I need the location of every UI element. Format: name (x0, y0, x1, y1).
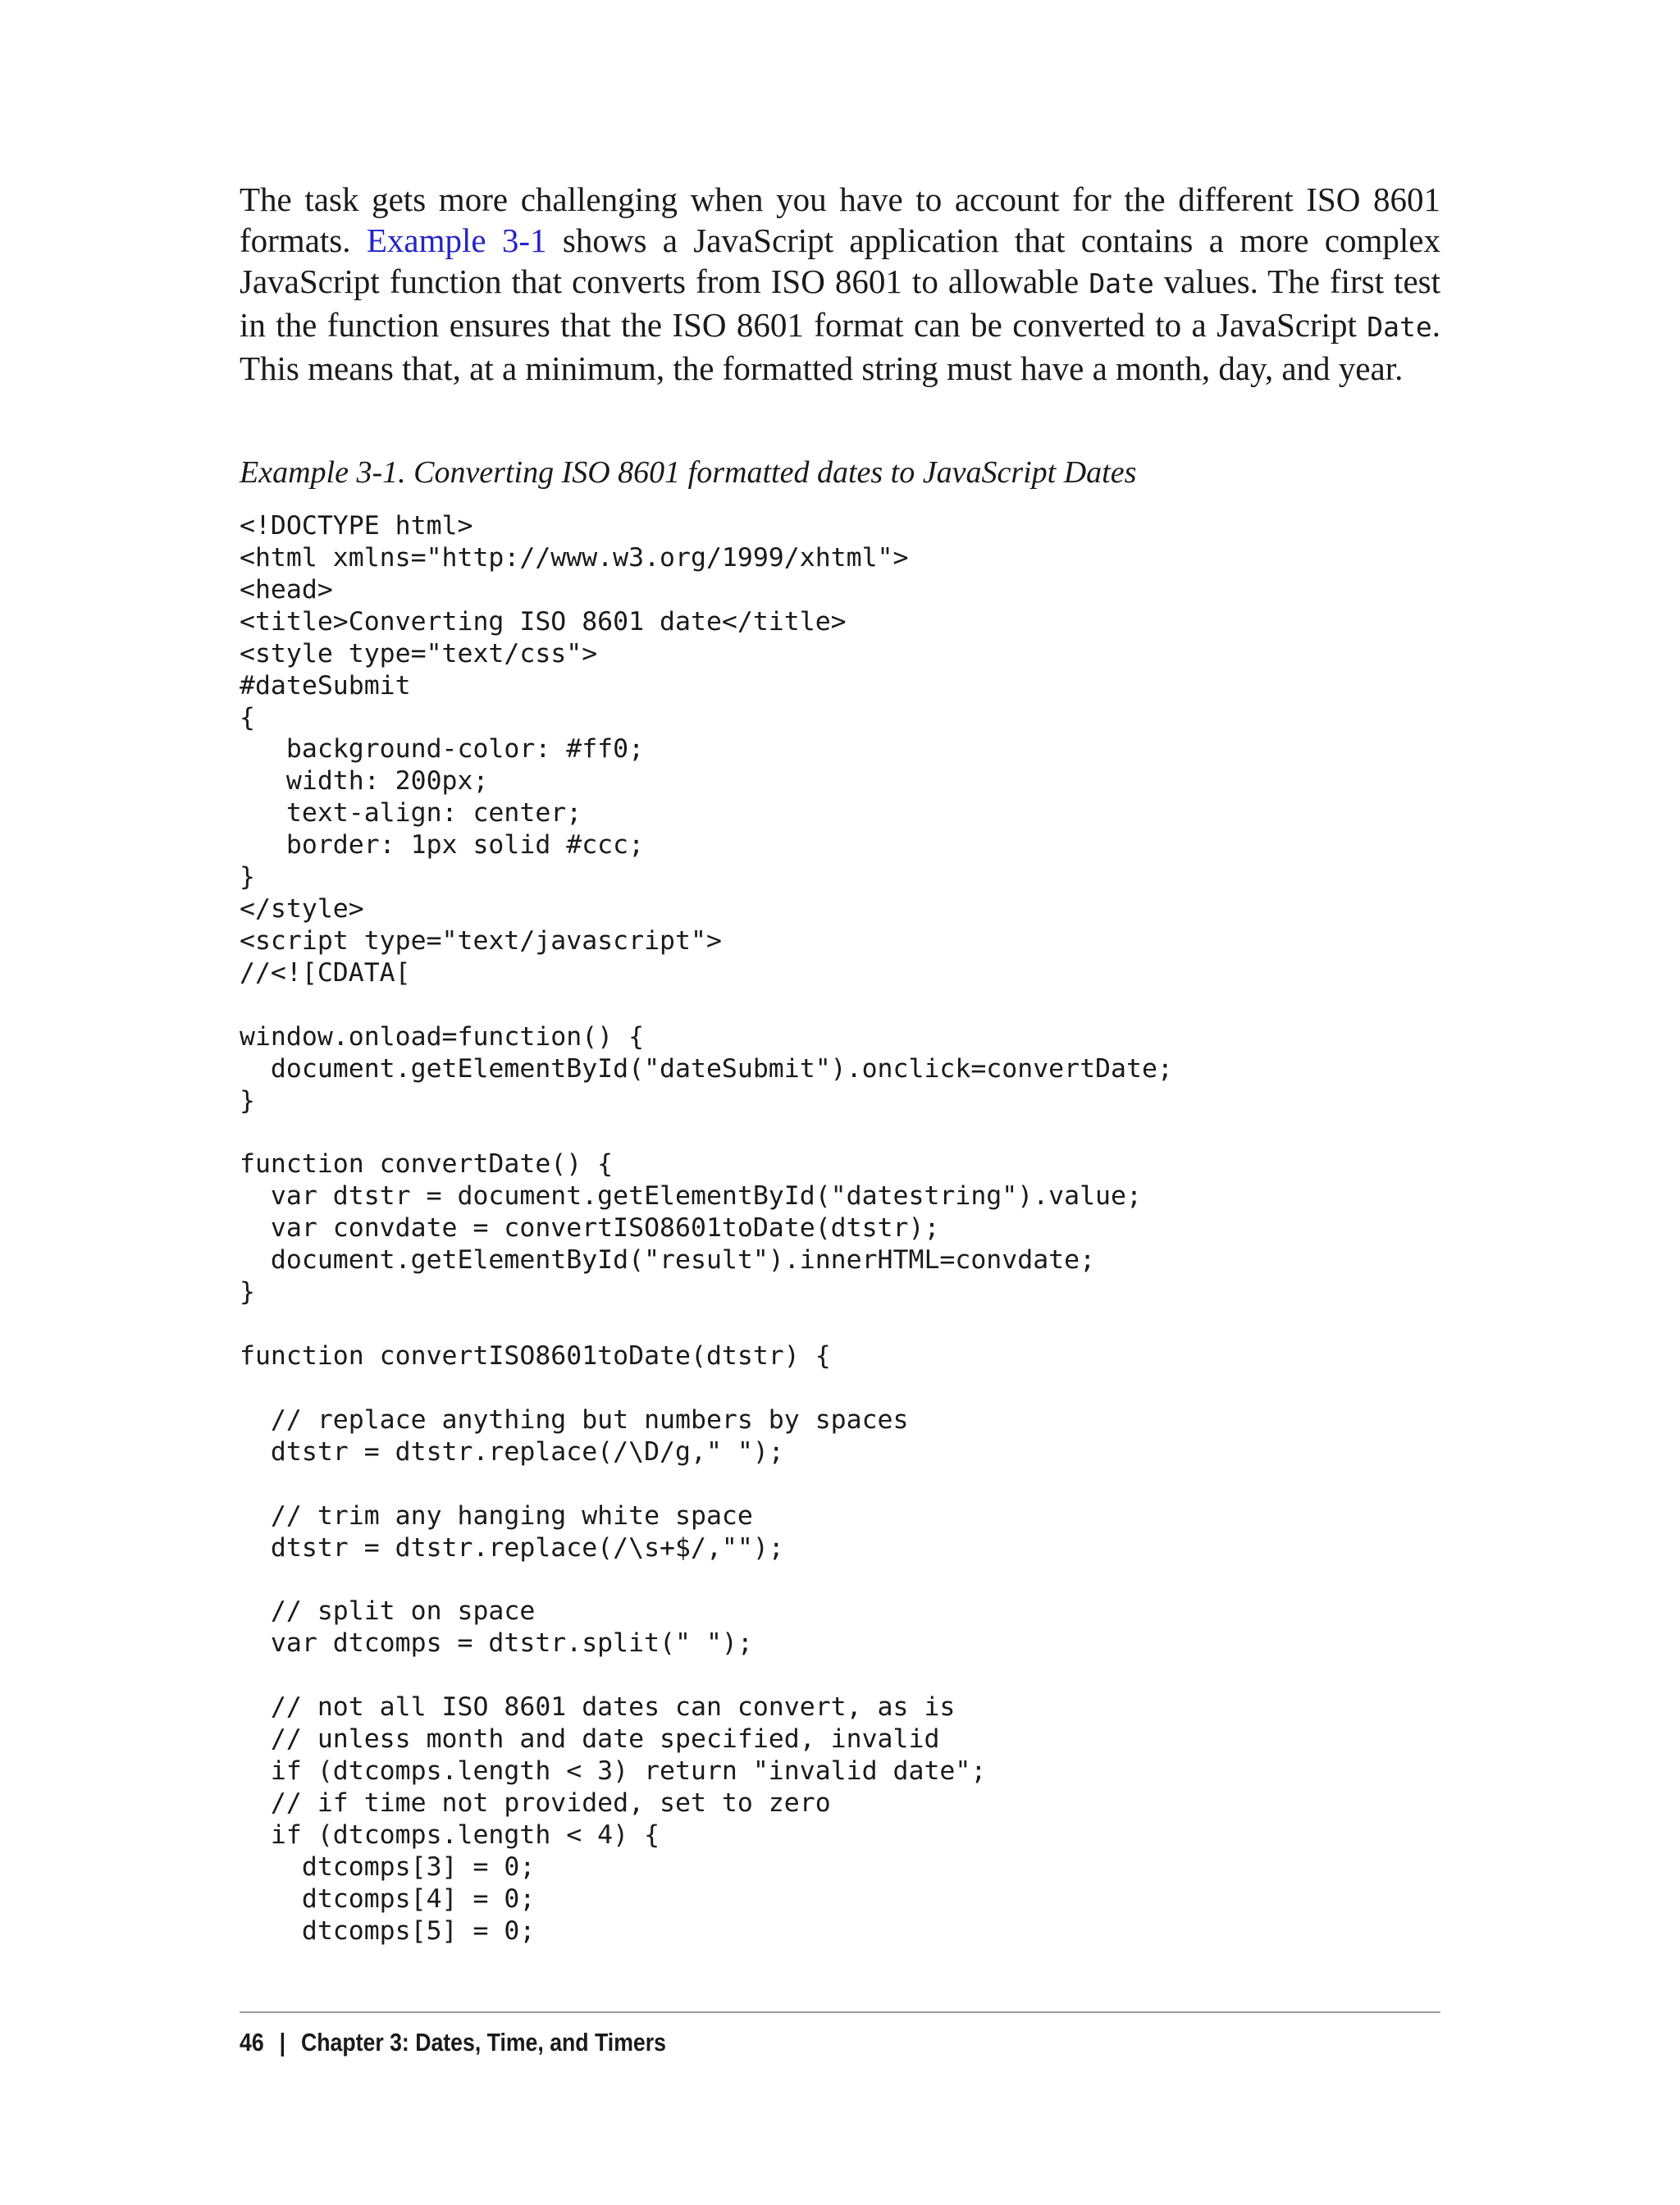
footer-separator: | (279, 2028, 286, 2057)
code-listing: <!DOCTYPE html> <html xmlns="http://www.w3.org/1999/xhtml"> <head> <title>Converting ISO 8601 date</title> <style type="text/css"> #dateSubmit { background-color: #ff0; width: 200px; text-align: center; border: 1px solid #ccc; } </style> <script type="text/javascript"> //<![CDATA[ window.onload=function() { document.getElementById("dateSubmit").onclick=convertDate; } function convertDate() { var dtstr = document.getElementById("datestring").value; var convdate = convertISO8601toDate(dtstr); document.getElementById("result").innerHTML=convdate; } function convertISO8601toDate(dtstr) { // replace anything but numbers by spaces dtstr = dtstr.replace(/\D/g," "); // trim any hanging white space dtstr = dtstr.replace(/\s+$/,""); // split on space var dtcomps = dtstr.split(" "); // not all ISO 8601 dates can convert, as is // unless month and date specified, invalid if (dtcomps.length < 3) return "invalid date"; // if time not provided, set to zero if (dtcomps.length < 4) { dtcomps[3] = 0; dtcomps[4] = 0; dtcomps[5] = 0; (240, 511, 1173, 1946)
page-number: 46 (240, 2028, 264, 2057)
intro-text-3: values. The first test in the function ensures that the ISO 8601 format can be converted to a JavaScript (240, 262, 1440, 344)
intro-text-4: . This means that, at a minimum, the formatted string must have a month, day, and year. (240, 306, 1440, 387)
page-footer (240, 2025, 666, 2061)
intro-text-1: The task gets more challenging when you have to account for the different ISO 8601 formats. (240, 180, 1440, 259)
intro-paragraph (240, 179, 1440, 389)
inline-code-date-1: Date (1089, 267, 1154, 299)
example-3-1-link[interactable]: Example 3-1 (366, 221, 547, 259)
inline-code-date-2: Date (1367, 311, 1432, 343)
example-caption: Example 3-1. Converting ISO 8601 formatted dates to JavaScript Dates (240, 455, 1137, 490)
footer-rule (240, 2011, 1440, 2013)
intro-text-2: shows a JavaScript application that contains a more complex JavaScript function that converts from ISO 8601 to allowable (240, 221, 1440, 300)
chapter-title: Chapter 3: Dates, Time, and Timers (300, 2028, 666, 2057)
